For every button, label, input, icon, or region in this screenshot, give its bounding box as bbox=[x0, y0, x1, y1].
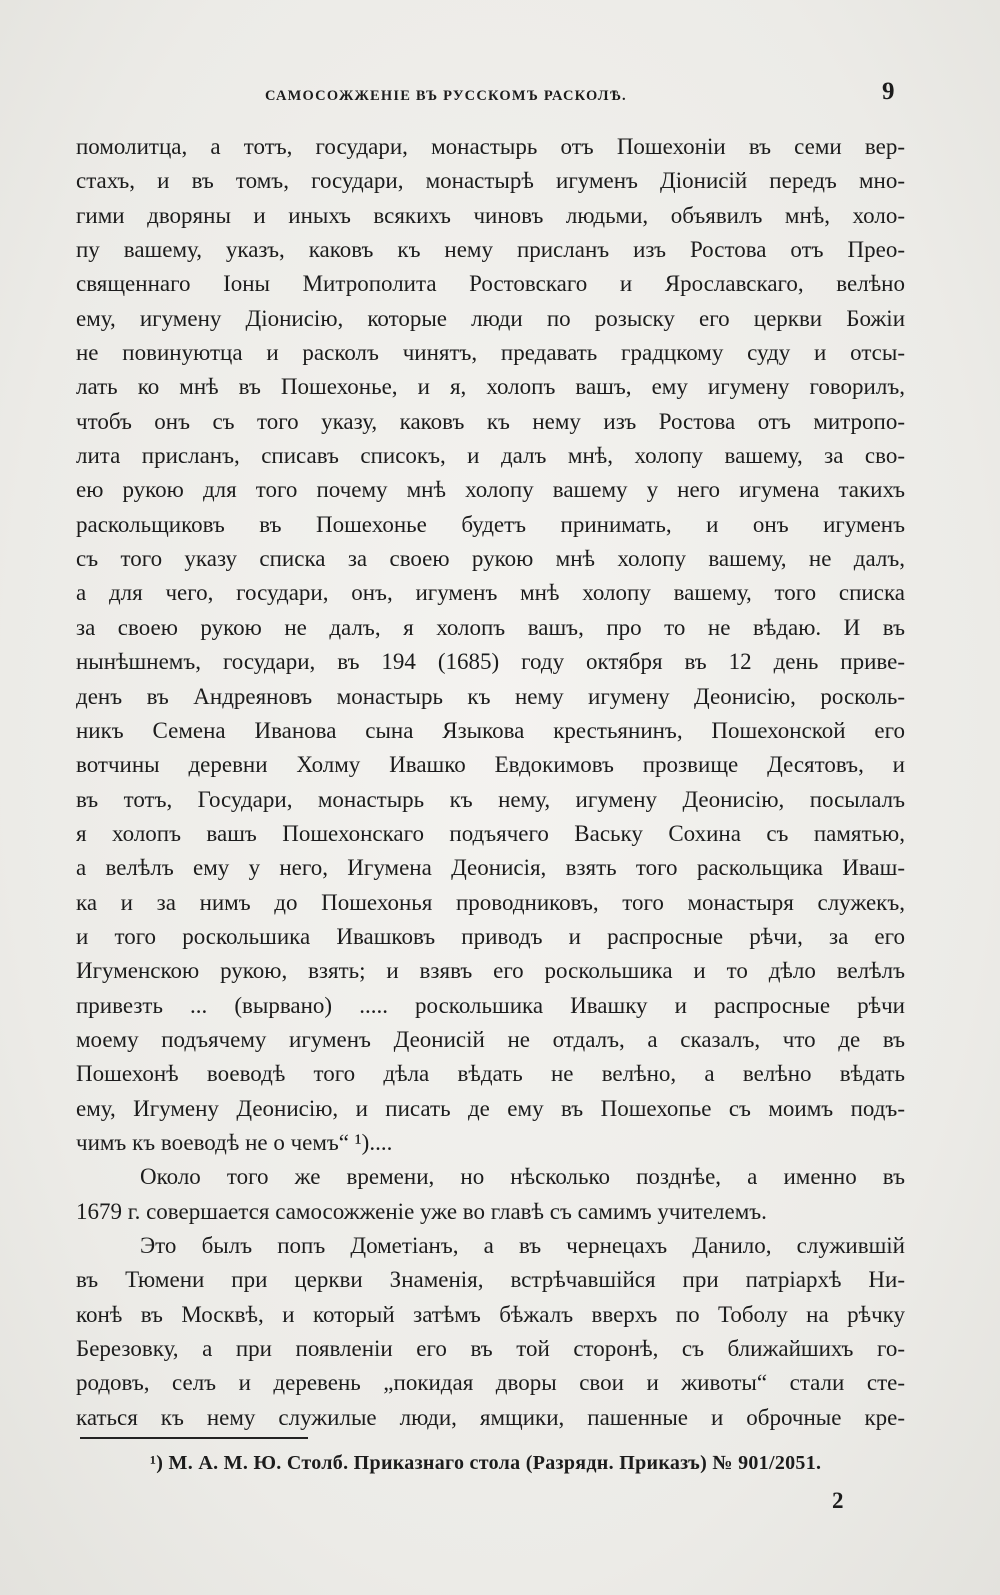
text-line: Это былъ попъ Дометіанъ, а въ чернецахъ Данило, служившій bbox=[140, 1233, 905, 1258]
text-line: каться къ нему служилые люди, ямщики, пашенные и оброчные кре- bbox=[76, 1404, 905, 1430]
page-number: 9 bbox=[882, 78, 895, 105]
text-line: не повинуютца и расколъ чинятъ, предавать градцкому суду и отсы- bbox=[76, 340, 905, 366]
text-line: я холопъ вашъ Пошехонскаго подъячего Ваську Сохина съ памятью, bbox=[76, 820, 905, 846]
body-text bbox=[76, 130, 905, 1435]
text-line: никъ Семена Иванова сына Языкова крестьянинъ, Пошехонской его bbox=[76, 717, 905, 743]
text-line: Около того же времени, но нѣсколько позднѣе, а именно въ bbox=[140, 1164, 905, 1190]
text-line: чтобъ онъ съ того указу, каковъ къ нему изъ Ростова отъ митропо- bbox=[76, 408, 905, 434]
text-line: въ тотъ, Государи, монастырь къ нему, игумену Деонисію, посылалъ bbox=[76, 786, 905, 812]
text-line: помолитца, а тотъ, государи, монастырь отъ Пошехоніи въ семи вер- bbox=[76, 134, 905, 159]
text-line: ка и за нимъ до Пошехонья проводниковъ, того монастыря служекъ, bbox=[76, 889, 905, 915]
text-line: чимъ къ воеводѣ не о чемъ“ ¹).... bbox=[76, 1129, 393, 1155]
text-line: нынѣшнемъ, государи, въ 194 (1685) году октября въ 12 день приве- bbox=[76, 649, 905, 675]
text-line: моему подъячему игуменъ Деонисій не отдалъ, а сказалъ, что де въ bbox=[76, 1026, 905, 1052]
text-line: денъ въ Андреяновъ монастырь къ нему игумену Деонисію, росколь- bbox=[76, 683, 905, 709]
signature-mark: 2 bbox=[832, 1488, 844, 1513]
text-line: Пошехонѣ воеводѣ того дѣла вѣдать не велѣно, а велѣно вѣдать bbox=[76, 1061, 905, 1087]
text-line: ему, игумену Діонисію, которые люди по розыску его церкви Божіи bbox=[76, 305, 905, 331]
text-line: лать ко мнѣ въ Пошехонье, и я, холопъ вашъ, ему игумену говорилъ, bbox=[76, 374, 905, 400]
footnote: ¹) М. А. М. Ю. Столб. Приказнаго стола (Разрядн. Приказъ) № 901/2051. bbox=[150, 1452, 822, 1474]
text-line: 1679 г. совершается самосожженіе уже во главѣ съ самимъ учителемъ. bbox=[76, 1198, 767, 1224]
text-line: а велѣлъ ему у него, Игумена Деонисія, взять того раскольщика Иваш- bbox=[76, 855, 905, 881]
text-line: Игуменскою рукою, взять; и взявъ его роскольшика и то дѣло велѣлъ bbox=[76, 958, 905, 984]
text-line: и того роскольшика Ивашковъ приводъ и распросные рѣчи, за его bbox=[76, 923, 905, 949]
text-line: раскольщиковъ въ Пошехонье будетъ принимать, и онъ игуменъ bbox=[76, 511, 905, 537]
text-line: лита присланъ, списавъ списокъ, и далъ мнѣ, холопу вашему, за сво- bbox=[76, 443, 905, 469]
text-line: пу вашему, указъ, каковъ къ нему присланъ изъ Ростова отъ Прео- bbox=[76, 237, 905, 263]
text-line: гими дворяны и иныхъ всякихъ чиновъ людьми, объявилъ мнѣ, холо- bbox=[76, 202, 905, 228]
text-line: священнаго Іоны Митрополита Ростовскаго и Ярославскаго, велѣно bbox=[76, 271, 905, 297]
text-line: вотчины деревни Холму Ивашко Евдокимовъ прозвище Десятовъ, и bbox=[76, 752, 905, 778]
text-line: въ Тюмени при церкви Знаменія, встрѣчавшійся при патріархѣ Ни- bbox=[76, 1267, 905, 1293]
text-line: привезть ... (вырвано) ..... роскольшика Ивашку и распросные рѣчи bbox=[76, 992, 905, 1018]
text-line: Березовку, а при появленіи его въ той сторонѣ, съ ближайшихъ го- bbox=[76, 1336, 905, 1362]
text-line: конѣ въ Москвѣ, и который затѣмъ бѣжалъ вверхъ по Тоболу на рѣчку bbox=[76, 1301, 905, 1327]
text-line: ею рукою для того почему мнѣ холопу вашему у него игумена такихъ bbox=[76, 477, 905, 503]
text-line: родовъ, селъ и деревень „покидая дворы свои и животы“ стали сте- bbox=[76, 1370, 905, 1396]
text-line: стахъ, и въ томъ, государи, монастырѣ игуменъ Діонисій передъ мно- bbox=[76, 168, 905, 194]
text-line: за своею рукою не далъ, я холопъ вашъ, про то не вѣдаю. И въ bbox=[76, 614, 905, 640]
text-line: ему, Игумену Деонисію, и писать де ему въ Пошехопье съ моимъ подъ- bbox=[76, 1095, 905, 1121]
running-head: САМОСОЖЖЕНІЕ ВЪ РУССКОМЪ РАСКОЛѢ. bbox=[265, 88, 627, 104]
text-line: а для чего, государи, онъ, игуменъ мнѣ холопу вашему, того списка bbox=[76, 580, 905, 606]
footnote-rule bbox=[80, 1437, 308, 1439]
text-line: съ того указу списка за своею рукою мнѣ холопу вашему, не далъ, bbox=[76, 546, 905, 572]
